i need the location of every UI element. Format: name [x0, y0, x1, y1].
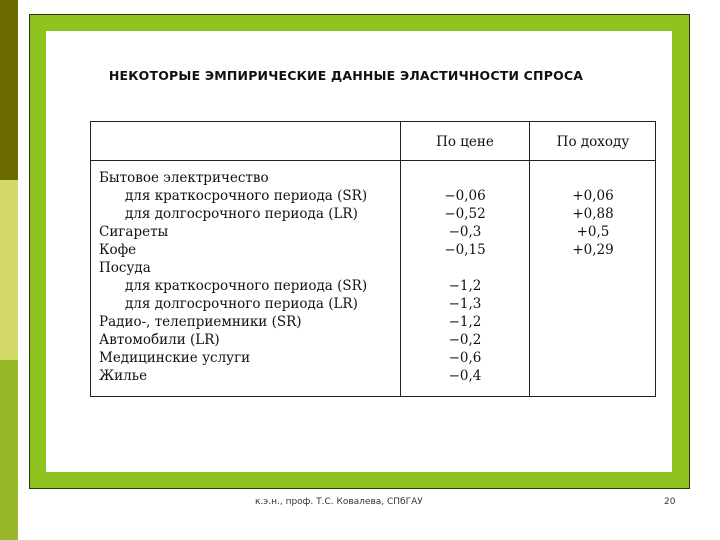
row-label: Кофе — [99, 242, 137, 258]
price-elasticity: −0,4 — [448, 368, 482, 384]
table-row — [91, 295, 655, 313]
income-elasticity: +0,88 — [572, 206, 614, 222]
left-accent-bar-bottom — [0, 360, 18, 540]
row-label: Посуда — [99, 260, 151, 276]
table-row — [91, 205, 655, 223]
header-divider — [91, 160, 655, 161]
table-row — [91, 349, 655, 367]
table-row — [91, 223, 655, 241]
row-label: Сигареты — [99, 224, 169, 240]
table-row — [91, 241, 655, 259]
price-elasticity: −0,3 — [448, 224, 482, 240]
row-label: Бытовое электричество — [99, 170, 269, 186]
row-label: для краткосрочного периода (SR) — [125, 278, 368, 294]
price-elasticity: −0,6 — [448, 350, 482, 366]
table-row — [91, 187, 655, 205]
table-body — [91, 169, 655, 385]
header-by-income: По доходу — [556, 134, 630, 150]
header-by-price: По цене — [436, 134, 494, 150]
left-accent-bar-middle — [0, 180, 18, 360]
price-elasticity: −1,3 — [448, 296, 482, 312]
table-row — [91, 331, 655, 349]
table-row — [91, 367, 655, 385]
row-label: Автомобили (LR) — [99, 332, 220, 348]
price-elasticity: −0,2 — [448, 332, 482, 348]
scanned-page — [46, 31, 672, 472]
price-elasticity: −0,52 — [444, 206, 486, 222]
page-title: НЕКОТОРЫЕ ЭМПИРИЧЕСКИЕ ДАННЫЕ ЭЛАСТИЧНОСТИ СПРОСА — [108, 68, 584, 83]
price-elasticity: −0,15 — [444, 242, 486, 258]
page-number: 20 — [664, 497, 676, 507]
row-label: для долгосрочного периода (LR) — [125, 206, 358, 222]
row-label: Радио-, телеприемники (SR) — [99, 314, 302, 330]
income-elasticity: +0,06 — [572, 188, 614, 204]
price-elasticity: −1,2 — [448, 314, 482, 330]
row-label: для краткосрочного периода (SR) — [125, 188, 368, 204]
row-label: для долгосрочного периода (LR) — [125, 296, 358, 312]
row-label: Жилье — [99, 368, 148, 384]
price-elasticity: −1,2 — [448, 278, 482, 294]
income-elasticity: +0,29 — [572, 242, 614, 258]
table-row — [91, 169, 655, 187]
footer-author: к.э.н., проф. Т.С. Ковалева, СПбГАУ — [255, 497, 423, 507]
row-label: Медицинские услуги — [99, 350, 251, 366]
elasticity-table — [90, 121, 656, 397]
table-row — [91, 313, 655, 331]
table-row — [91, 277, 655, 295]
income-elasticity: +0,5 — [576, 224, 610, 240]
price-elasticity: −0,06 — [444, 188, 486, 204]
left-accent-bar-top — [0, 0, 18, 180]
table-row — [91, 259, 655, 277]
